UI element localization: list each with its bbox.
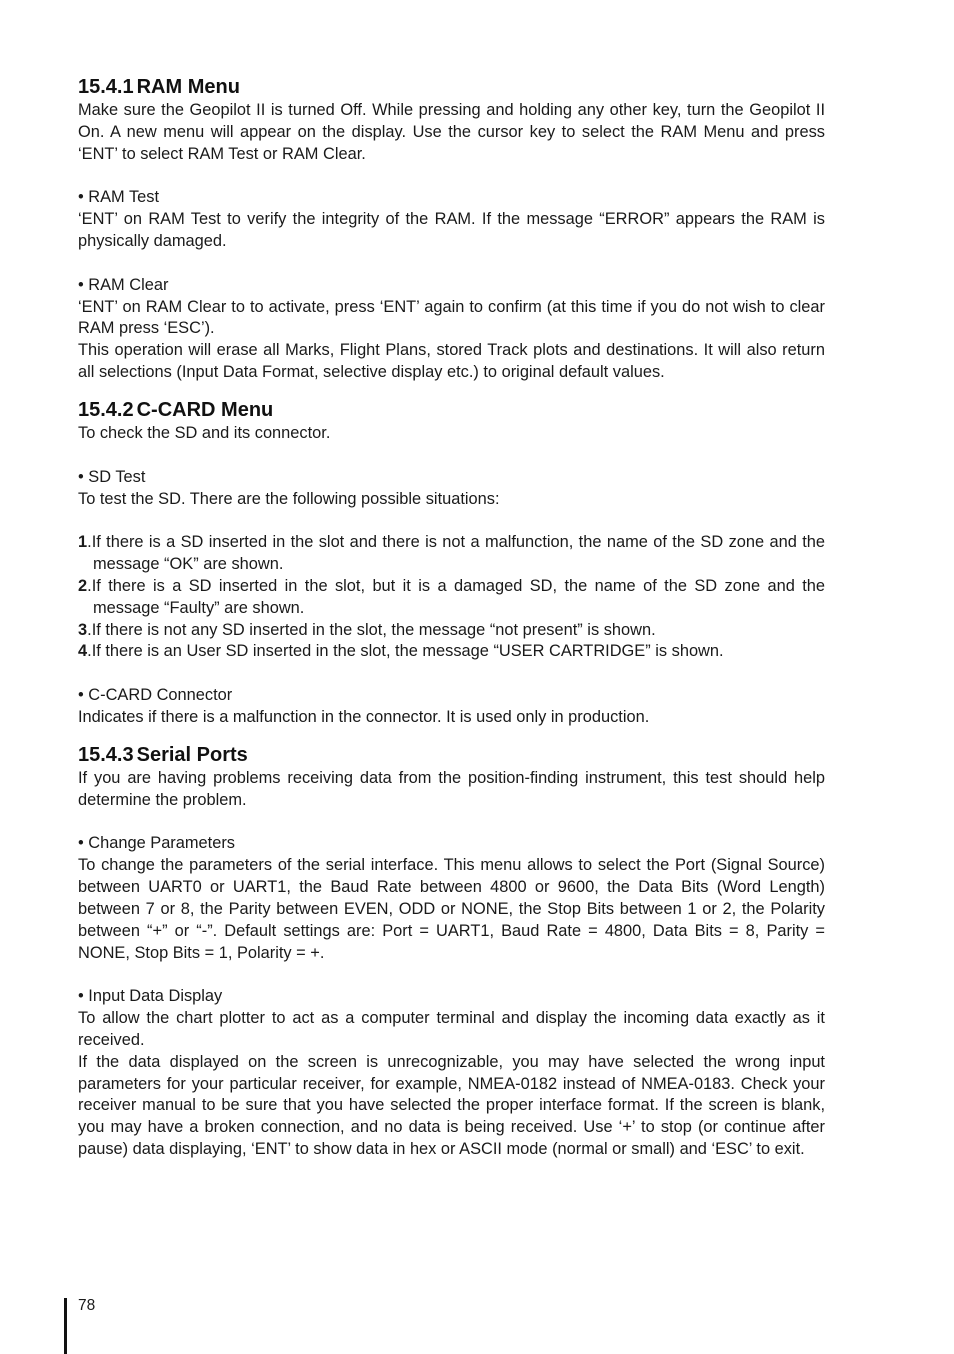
list-item: 3.If there is not any SD inserted in the slot, the message “not present” is shown. — [78, 620, 656, 639]
paragraph: Make sure the Geopilot II is turned Off. While pressing and holding any other key, turn the Geopilot II On. A new menu will appear on the display. Use the cursor key to select the RAM Menu and press ‘ENT’ to select RAM Test or RAM Clear. — [78, 101, 825, 163]
page-content — [78, 74, 825, 1161]
paragraph: To allow the chart plotter to act as a computer terminal and display the incoming data exactly as it received. — [78, 1009, 825, 1049]
list-item: 1.If there is a SD inserted in the slot and there is not a malfunction, the name of the SD zone and the message “OK” are shown. — [78, 533, 825, 574]
bullet-item: • RAM Test — [78, 188, 160, 207]
list-item-text: If there is an User SD inserted in the slot, the message “USER CARTRIDGE” is shown. — [91, 642, 724, 661]
page-number: 78 — [78, 1297, 96, 1314]
list-item-number: 4 — [78, 642, 88, 661]
paragraph: ‘ENT’ on RAM Clear to to activate, press ‘ENT’ again to confirm (at this time if you do not wish to clear RAM press ‘ESC’). — [78, 297, 825, 338]
list-item-number: 2 — [78, 576, 88, 595]
section-heading-ram-menu — [78, 74, 825, 100]
bullet-item: • Change Parameters — [78, 834, 235, 853]
bullet-item: • Input Data Display — [78, 987, 223, 1006]
section-number: 15.4.2 — [78, 398, 134, 421]
bullet-item: • C-CARD Connector — [78, 686, 233, 705]
paragraph: This operation will erase all Marks, Flight Plans, stored Track plots and destinations. It will also return all selections (Input Data Format, selective display etc.) to original default values. — [78, 341, 825, 382]
paragraph: If the data displayed on the screen is unrecognizable, you may have selected the wrong input parameters for your particular receiver, for example, NMEA-0182 instead of NMEA-0183. Check your receiver manual to be sure that you have selected the proper interface format. If the screen is blank, you may have a broken connection, and no data is being received. Use ‘+’ to stop (or continue after pause) data displaying, ‘ENT’ to show data in hex or ASCII mode (normal or small) and ‘ESC’ to exit. — [78, 1052, 825, 1159]
section-heading-serial-ports — [78, 742, 825, 768]
section-heading-c-card-menu — [78, 397, 825, 423]
bullet-item: • RAM Clear — [78, 275, 169, 294]
section-number: 15.4.1 — [78, 76, 134, 98]
section-title: Serial Ports — [136, 743, 248, 766]
paragraph: ‘ENT’ on RAM Test to verify the integrity of the RAM. If the message “ERROR” appears the RAM is physically damaged. — [78, 210, 825, 251]
paragraph: To check the SD and its connector. — [78, 423, 331, 442]
bullet-item: • SD Test — [78, 467, 146, 486]
paragraph: Indicates if there is a malfunction in the connector. It is used only in production. — [78, 707, 650, 726]
section-title: RAM Menu — [136, 76, 240, 98]
list-item: 4.If there is an User SD inserted in the slot, the message “USER CARTRIDGE” is shown. — [78, 642, 724, 661]
list-item: 2.If there is a SD inserted in the slot, but it is a damaged SD, the name of the SD zone and the message “Faulty” are shown. — [78, 576, 825, 617]
paragraph: If you are having problems receiving data from the position-finding instrument, this test should help determine the problem. — [78, 768, 825, 809]
list-item-number: 1 — [78, 533, 88, 552]
list-item-text: If there is not any SD inserted in the slot, the message “not present” is shown. — [91, 620, 656, 639]
list-item-number: 3 — [78, 620, 88, 639]
page-margin-rule — [64, 1298, 67, 1354]
section-title: C-CARD Menu — [136, 398, 274, 421]
numbered-list — [78, 532, 825, 663]
list-item-text: If there is a SD inserted in the slot, but it is a damaged SD, the name of the SD zone and the message “Faulty” are shown. — [91, 576, 825, 617]
paragraph: To test the SD. There are the following possible situations: — [78, 489, 500, 508]
section-number: 15.4.3 — [78, 743, 134, 766]
list-item-text: If there is a SD inserted in the slot and there is not a malfunction, the name of the SD zone and the message “OK” are shown. — [91, 533, 825, 574]
paragraph: To change the parameters of the serial interface. This menu allows to select the Port (Signal Source) between UART0 or UART1, the Baud Rate between 4800 or 9600, the Data Bits (Word Length) between 7 or 8, the Parity between EVEN, ODD or NONE, the Stop Bits between 1 or 2, the Polarity between “+” or “-”. Default settings are: Port = UART1, Baud Rate = 4800, Data Bits = 8, Parity = NONE, Stop Bits = 1, Polarity = +. — [78, 856, 825, 962]
